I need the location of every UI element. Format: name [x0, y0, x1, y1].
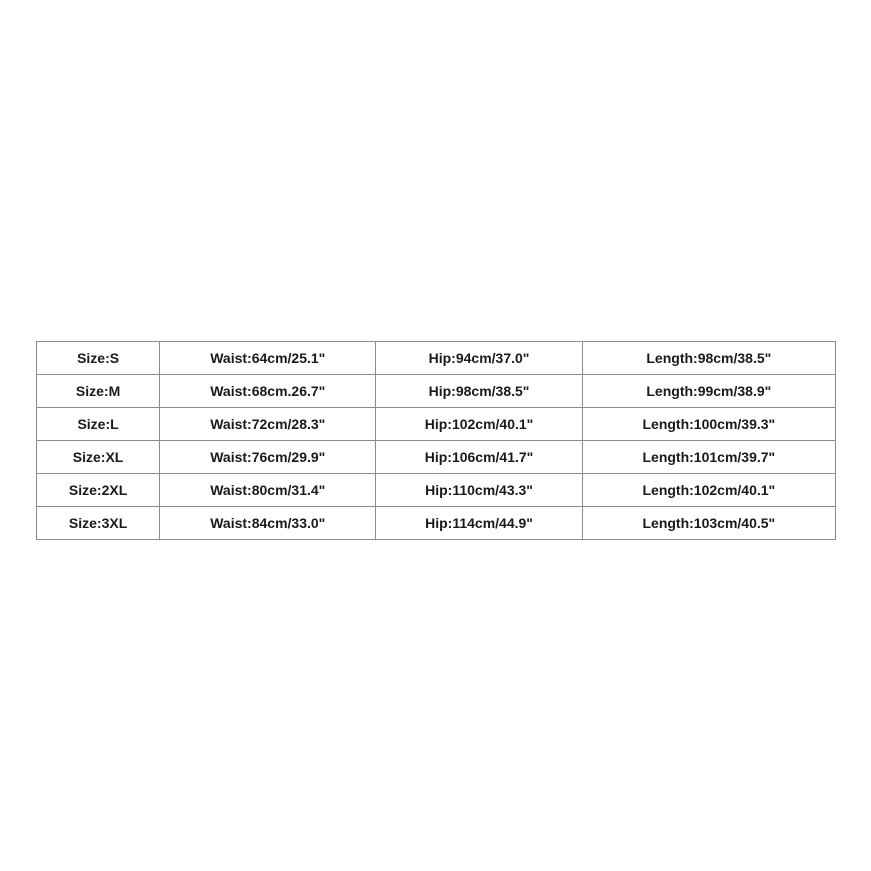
size-cell: Size:M — [37, 375, 160, 408]
length-cell: Length:101cm/39.7" — [582, 441, 835, 474]
length-cell: Length:100cm/39.3" — [582, 408, 835, 441]
hip-cell: Hip:106cm/41.7" — [376, 441, 582, 474]
size-cell: Size:L — [37, 408, 160, 441]
size-row-m — [37, 375, 836, 408]
hip-cell: Hip:102cm/40.1" — [376, 408, 582, 441]
size-row-3xl — [37, 507, 836, 540]
waist-cell: Waist:64cm/25.1" — [160, 342, 376, 375]
waist-cell: Waist:72cm/28.3" — [160, 408, 376, 441]
size-chart-table — [36, 341, 836, 540]
size-cell: Size:2XL — [37, 474, 160, 507]
waist-cell: Waist:80cm/31.4" — [160, 474, 376, 507]
waist-cell: Waist:84cm/33.0" — [160, 507, 376, 540]
hip-cell: Hip:114cm/44.9" — [376, 507, 582, 540]
size-row-l — [37, 408, 836, 441]
size-row-s — [37, 342, 836, 375]
length-cell: Length:103cm/40.5" — [582, 507, 835, 540]
waist-cell: Waist:76cm/29.9" — [160, 441, 376, 474]
hip-cell: Hip:98cm/38.5" — [376, 375, 582, 408]
waist-cell: Waist:68cm.26.7" — [160, 375, 376, 408]
length-cell: Length:102cm/40.1" — [582, 474, 835, 507]
length-cell: Length:98cm/38.5" — [582, 342, 835, 375]
size-cell: Size:XL — [37, 441, 160, 474]
size-row-2xl — [37, 474, 836, 507]
hip-cell: Hip:110cm/43.3" — [376, 474, 582, 507]
size-cell: Size:3XL — [37, 507, 160, 540]
size-cell: Size:S — [37, 342, 160, 375]
length-cell: Length:99cm/38.9" — [582, 375, 835, 408]
size-row-xl — [37, 441, 836, 474]
hip-cell: Hip:94cm/37.0" — [376, 342, 582, 375]
